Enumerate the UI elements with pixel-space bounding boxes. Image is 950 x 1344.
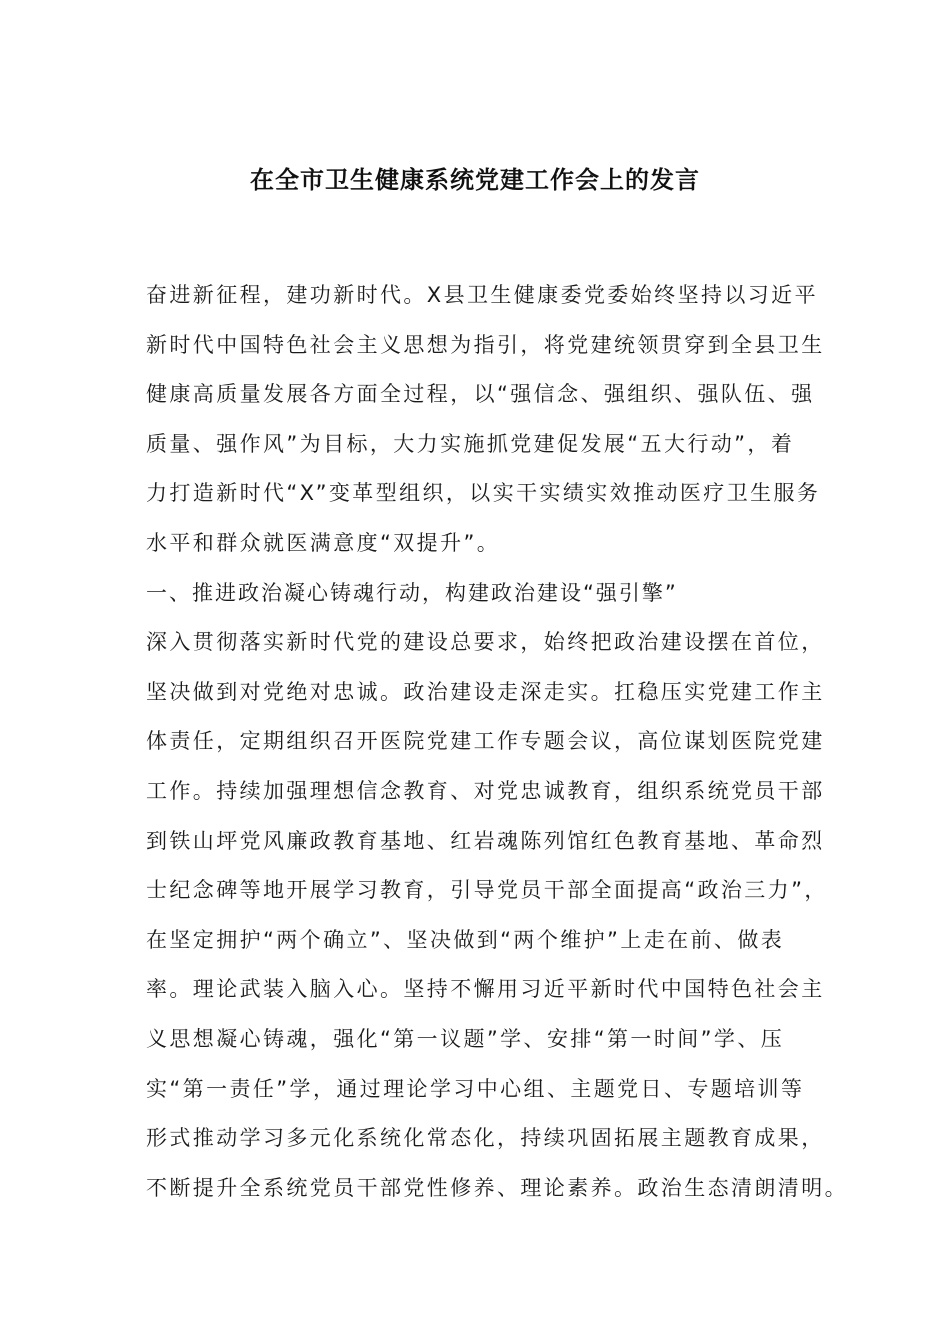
paragraph-line: 体责任，定期组织召开医院党建工作专题会议，高位谋划医院党建	[146, 729, 825, 754]
paragraph-line: 奋进新征程，建功新时代。X县卫生健康委党委始终坚持以习近平	[146, 283, 818, 307]
paragraph-line: 到铁山坪党风廉政教育基地、红岩魂陈列馆红色教育基地、革命烈	[146, 828, 825, 853]
paragraph-line: 力打造新时代“X”变革型组织，以实干实绩实效推动医疗卫生服务	[146, 481, 821, 506]
paragraph-line: 坚决做到对党绝对忠诚。政治建设走深走实。扛稳压实党建工作主	[146, 679, 825, 704]
paragraph-line: 率。理论武装入脑入心。坚持不懈用习近平新时代中国特色社会主	[146, 977, 825, 1002]
paragraph-line: 健康高质量发展各方面全过程，以“强信念、强组织、强队伍、强	[146, 382, 815, 407]
paragraph-line: 新时代中国特色社会主义思想为指引，将党建统领贯穿到全县卫生	[146, 332, 825, 357]
paragraph-line: 质量、强作风”为目标，大力实施抓党建促发展“五大行动”，着	[146, 431, 795, 456]
paragraph-line: 实“第一责任”学，通过理论学习中心组、主题党日、专题培训等	[146, 1076, 805, 1101]
paragraph-line: 形式推动学习多元化系统化常态化，持续巩固拓展主题教育成果，	[146, 1126, 825, 1151]
paragraph-line: 士纪念碑等地开展学习教育，引导党员干部全面提高“政治三力”，	[146, 878, 828, 903]
paragraph-line: 工作。持续加强理想信念教育、对党忠诚教育，组织系统党员干部	[146, 778, 825, 803]
paragraph-line: 水平和群众就医满意度“双提升”。	[146, 530, 501, 555]
document-title: 在全市卫生健康系统党建工作会上的发言	[250, 165, 700, 194]
paragraph-line: 深入贯彻落实新时代党的建设总要求，始终把政治建设摆在首位，	[146, 630, 825, 655]
paragraph-line: 义思想凝心铸魂，强化“第一议题”学、安排“第一时间”学、压	[146, 1026, 785, 1051]
paragraph-line: 在坚定拥护“两个确立”、坚决做到“两个维护”上走在前、做表	[146, 927, 785, 952]
paragraph-line: 不断提升全系统党员干部党性修养、理论素养。政治生态清朗清明。	[146, 1175, 848, 1200]
document-body	[146, 277, 846, 1219]
section-heading: 一、推进政治凝心铸魂行动，构建政治建设“强引擎”	[146, 580, 678, 605]
